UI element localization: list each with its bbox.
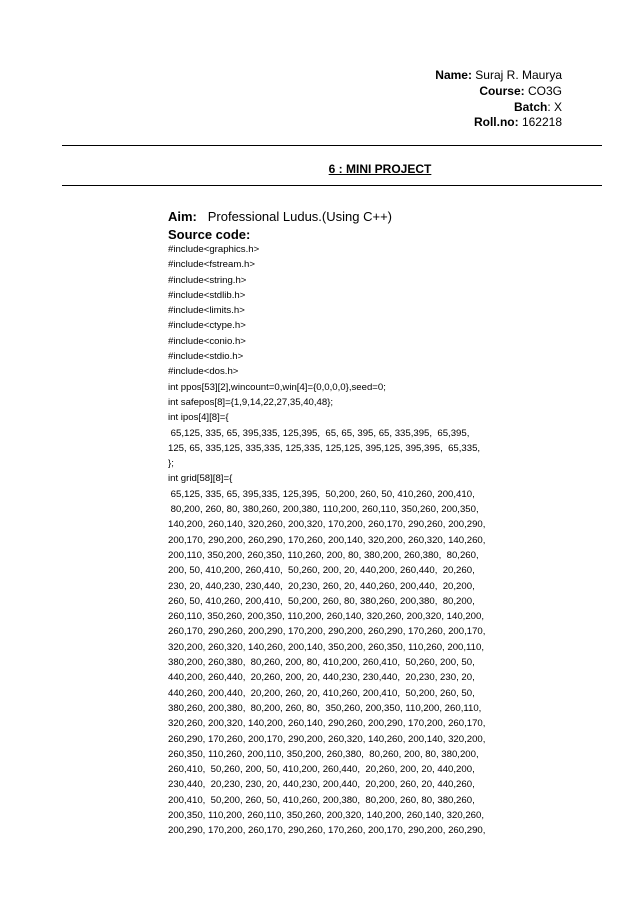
code-line: 260, 50, 410,260, 200,410, 50,200, 260, 80, 380,260, 200,380, 80,200, — [168, 595, 475, 607]
aim-value: Professional Ludus.(Using C++) — [207, 209, 392, 224]
code-line: #include<ctype.h> — [168, 320, 246, 332]
code-line: #include<conio.h> — [168, 335, 246, 347]
code-line: 200,290, 170,200, 260,170, 290,260, 170,260, 200,170, 290,200, 260,290, — [168, 825, 486, 837]
code-line: int ppos[53][2],wincount=0,win[4]={0,0,0,0},seed=0; — [168, 381, 386, 393]
code-line: 440,200, 260,440, 20,260, 200, 20, 440,230, 230,440, 20,230, 230, 20, — [168, 672, 475, 684]
code-line: 65,125, 335, 65, 395,335, 125,395, 65, 65, 395, 65, 335,395, 65,395, — [168, 427, 470, 439]
code-line: 260,410, 50,260, 200, 50, 410,200, 260,440, 20,260, 200, 20, 440,200, — [168, 764, 475, 776]
course-value: CO3G — [524, 84, 562, 98]
code-line: }; — [168, 458, 174, 470]
code-line: 320,200, 260,320, 140,260, 200,140, 350,200, 260,350, 110,260, 200,110, — [168, 641, 484, 653]
roll-value: 162218 — [518, 115, 562, 129]
code-line: 440,260, 200,440, 20,200, 260, 20, 410,260, 200,410, 50,200, 260, 50, — [168, 687, 475, 699]
code-line: 80,200, 260, 80, 380,260, 200,380, 110,200, 260,110, 350,260, 200,350, — [168, 504, 479, 516]
code-line: 260,350, 110,260, 200,110, 350,200, 260,380, 80,260, 200, 80, 380,200, — [168, 748, 479, 760]
roll-line — [474, 114, 562, 130]
code-line: 320,260, 200,320, 140,200, 260,140, 290,260, 200,290, 170,200, 260,170, — [168, 718, 486, 730]
code-line: #include<string.h> — [168, 274, 247, 286]
code-line: 380,260, 200,380, 80,200, 260, 80, 350,260, 200,350, 110,200, 260,110, — [168, 702, 482, 714]
roll-label: Roll.no: — [473, 115, 519, 129]
name-label: Name: — [435, 68, 472, 82]
code-line: 260,110, 350,260, 200,350, 110,200, 260,140, 320,260, 200,320, 140,200, — [168, 611, 484, 623]
code-line: 260,170, 290,260, 200,290, 170,200, 290,200, 260,290, 170,260, 200,170, — [168, 626, 486, 638]
code-line: 140,200, 260,140, 320,260, 200,320, 170,200, 260,170, 290,260, 200,290, — [168, 519, 486, 531]
batch-label: Batch — [513, 100, 548, 114]
code-line: int grid[58][8]={ — [168, 473, 233, 485]
code-line: 230,440, 20,230, 230, 20, 440,230, 200,440, 20,200, 260, 20, 440,260, — [168, 779, 475, 791]
course-label: Course: — [479, 84, 525, 98]
code-line: 230, 20, 440,230, 230,440, 20,230, 260, 20, 440,260, 200,440, 20,200, — [168, 580, 475, 592]
code-line: 200,350, 110,200, 260,110, 350,260, 200,320, 140,200, 260,140, 320,260, — [168, 809, 484, 821]
code-line: 125, 65, 335,125, 335,335, 125,335, 125,125, 395,125, 395,395, 65,335, — [168, 442, 481, 454]
code-line: 200,410, 50,200, 260, 50, 410,260, 200,380, 80,200, 260, 80, 380,260, — [168, 794, 475, 806]
code-line: #include<stdio.h> — [168, 351, 244, 363]
code-line: 380,200, 260,380, 80,260, 200, 80, 410,200, 260,410, 50,260, 200, 50, — [168, 657, 475, 669]
name-value: Suraj R. Maurya — [471, 68, 562, 82]
code-line: int safepos[8]={1,9,14,22,27,35,40,48}; — [168, 396, 334, 408]
code-line: 260,290, 170,260, 200,170, 290,200, 260,320, 140,260, 200,140, 320,200, — [168, 733, 486, 745]
aim-line — [168, 209, 392, 224]
page-title: 6 : MINI PROJECT — [328, 162, 432, 176]
course-line — [479, 83, 562, 99]
aim-label: Aim: — [168, 209, 197, 224]
code-line: 200, 50, 410,200, 260,410, 50,260, 200, 20, 440,200, 260,440, 20,260, — [168, 565, 475, 577]
code-line: #include<stdlib.h> — [168, 289, 246, 301]
name-line — [435, 67, 562, 83]
code-line: 200,170, 290,200, 260,290, 170,260, 200,140, 320,200, 260,320, 140,260, — [168, 534, 486, 546]
code-line: #include<limits.h> — [168, 305, 245, 317]
code-line: #include<dos.h> — [168, 366, 239, 378]
code-line: #include<fstream.h> — [168, 259, 255, 271]
batch-value: : X — [547, 100, 562, 114]
source-code-block — [168, 242, 485, 839]
bottom-divider — [62, 185, 602, 186]
code-line: int ipos[4][8]={ — [168, 412, 229, 424]
code-line: #include<graphics.h> — [168, 244, 260, 255]
code-line: 65,125, 335, 65, 395,335, 125,395, 50,200, 260, 50, 410,260, 200,410, — [168, 488, 475, 500]
source-code-label: Source code: — [168, 227, 251, 242]
code-line: 200,110, 350,200, 260,350, 110,260, 200, 80, 380,200, 260,380, 80,260, — [168, 549, 479, 561]
top-divider — [62, 145, 602, 146]
batch-line — [514, 99, 562, 115]
